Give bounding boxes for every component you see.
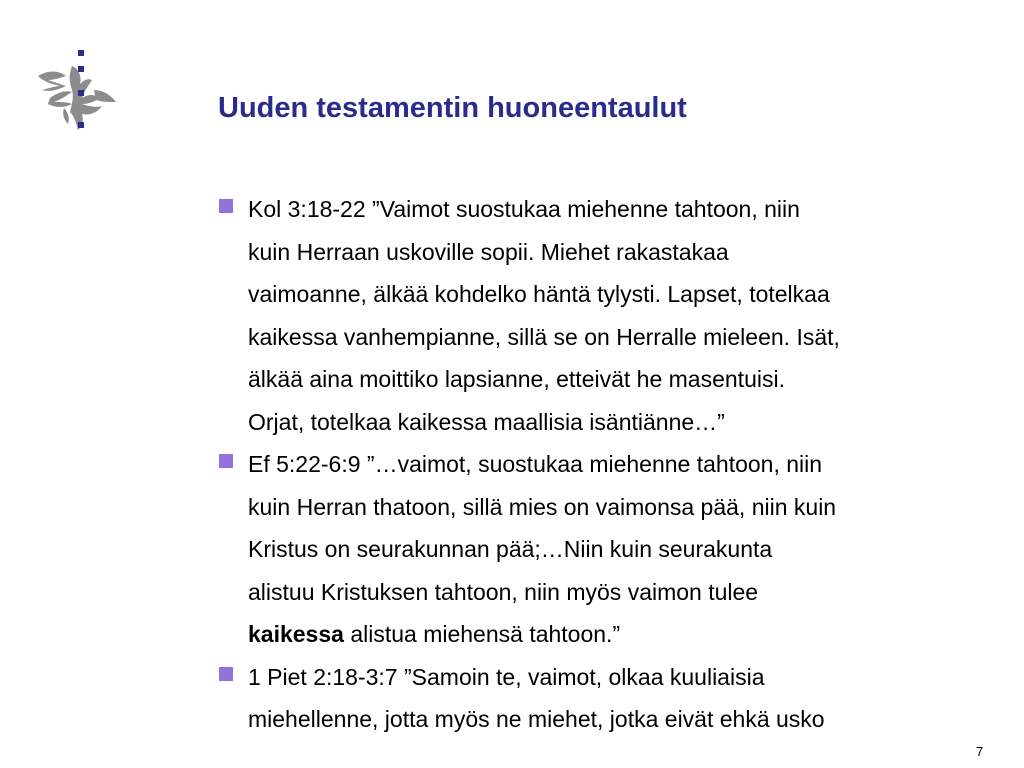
bullet-item-ef xyxy=(218,443,988,656)
bullet-line: miehellenne, jotta myös ne miehet, jotka eivät ehkä usko xyxy=(248,706,825,732)
bullet-line: Orjat, totelkaa kaikessa maallisia isäntiänne…” xyxy=(248,408,725,435)
slide-title: Uuden testamentin huoneentaulut xyxy=(218,92,687,124)
university-flame-logo-icon xyxy=(36,46,126,136)
bullet-item-kol xyxy=(218,188,988,443)
square-bullet-icon xyxy=(219,199,233,213)
bullet-line: kaikessa vanhempianne, sillä se on Herralle mieleen. Isät, xyxy=(248,323,840,350)
bullet-line: vaimoanne, älkää kohdelko häntä tylysti. Lapset, totelkaa xyxy=(248,281,830,307)
square-bullet-icon xyxy=(219,454,233,468)
bullet-line: Kristus on seurakunnan pää;…Niin kuin seurakunta xyxy=(248,536,773,562)
bullet-line-rest: alistua miehensä tahtoon.” xyxy=(343,621,621,647)
square-bullet-icon xyxy=(219,667,233,681)
bullet-line: Kol 3:18-22 ”Vaimot suostukaa miehenne tahtoon, niin xyxy=(248,196,800,222)
bullet-line: kuin Herran thatoon, sillä mies on vaimonsa pää, niin kuin xyxy=(248,493,837,520)
page-number: 7 xyxy=(976,744,984,759)
bullet-list xyxy=(218,188,988,741)
bullet-line: alistuu Kristuksen tahtoon, niin myös vaimon tulee xyxy=(248,578,759,605)
bullet-item-piet xyxy=(218,656,988,741)
bullet-line: 1 Piet 2:18-3:7 ”Samoin te, vaimot, olkaa kuuliaisia xyxy=(248,663,765,690)
flame-logo-graphic xyxy=(36,46,126,136)
bullet-line: älkää aina moittiko lapsianne, etteivät he masentuisi. xyxy=(248,366,785,392)
bullet-line: kuin Herraan uskoville sopii. Miehet rakastakaa xyxy=(248,238,729,265)
bullet-line-emphasis xyxy=(248,613,988,656)
bold-word: kaikessa xyxy=(248,621,344,647)
bullet-line: Ef 5:22-6:9 ”…vaimot, suostukaa miehenne tahtoon, niin xyxy=(248,451,823,477)
